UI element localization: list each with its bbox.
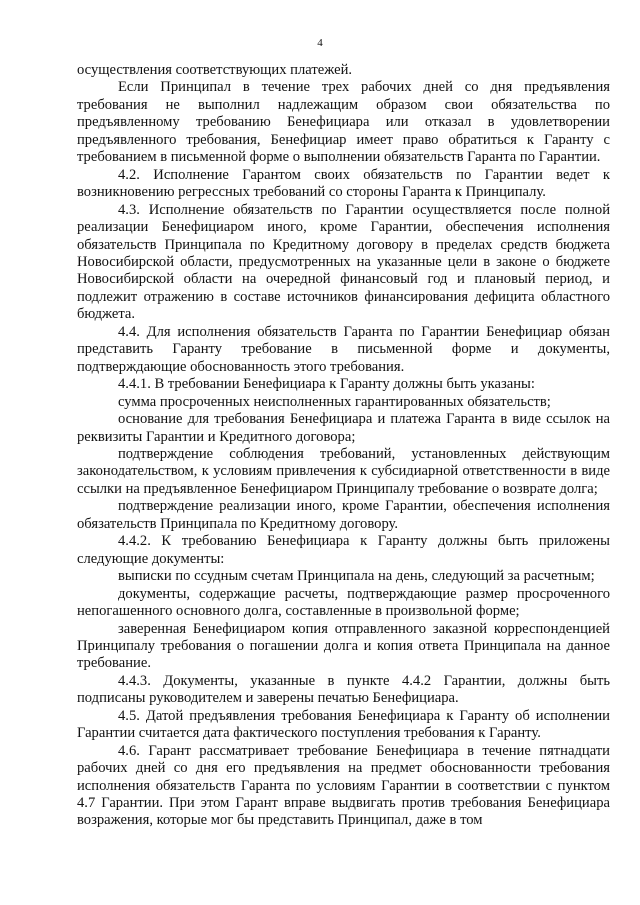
list-item-calculations: документы, содержащие расчеты, подтверждающие размер просроченного непогашенного основного долга, составленные в произвольной форме; — [77, 585, 610, 620]
paragraph-4-4-1: 4.4.1. В требовании Бенефициара к Гаранту должны быть указаны: — [118, 376, 535, 393]
paragraph-4-3: 4.3. Исполнение обязательств по Гарантии осуществляется после полной реализации Бенефициаром иного, кроме Гарантии, обеспечения исполнения обязательств Принципала по Кредитному договору в пределах средств бюджета Новосибирской области, предусмотренных на указанные цели в законе о бюджете Новосибирской области на очередной финансовый год и плановый период, и подлежит отражению в составе источников финансирования дефицита областного бюджета. — [77, 201, 610, 323]
list-item-overdue-amount: сумма просроченных неисполненных гарантированных обязательств; — [118, 393, 551, 410]
list-item-compliance: подтверждение соблюдения требований, установленных действующим законодательством, к условиям привлечения к субсидиарной ответственности в виде ссылки на предъявленное Бенефициаром Принципалу требование о возврате долга; — [77, 445, 610, 497]
list-item-basis: основание для требования Бенефициара и платежа Гаранта в виде ссылок на реквизиты Гарантии и Кредитного договора; — [77, 411, 610, 445]
paragraph-continuation: осуществления соответствующих платежей. — [77, 62, 353, 78]
list-item-certified-copy: заверенная Бенефициаром копия отправленного заказной корреспонденцией Принципалу требования о погашении долга и копия ответа Принципала на данное требование. — [77, 620, 610, 672]
list-item-other-security: подтверждение реализации иного, кроме Гарантии, обеспечения исполнения обязательств Принципала по Кредитному договору. — [77, 498, 610, 532]
paragraph-4-6: 4.6. Гарант рассматривает требование Бенефициара в течение пятнадцати рабочих дней со дня его предъявления на предмет обоснованности требования исполнения обязательств Гаранта по условиям Гарантии в соответствии с пунктом 4.7 Гарантии. При этом Гарант вправе выдвигать против требования Бенефициара возражения, которые мог бы представить Принципал, даже в том — [77, 742, 610, 829]
list-item-account-statements: выписки по ссудным счетам Принципала на день, следующий за расчетным; — [118, 568, 595, 585]
page-number: 4 — [317, 37, 323, 49]
paragraph-4-4: 4.4. Для исполнения обязательств Гаранта по Гарантии Бенефициар обязан представить Гаранту требование в письменной форме и документы, подтверждающие обоснованность этого требования. — [77, 323, 610, 375]
paragraph-principal-refusal: Если Принципал в течение трех рабочих дней со дня предъявления требования не выполнил надлежащим образом свои обязательства по предъявленному требованию Бенефициара или отказал в удовлетворении предъявленного требования, Бенефициар имеет право обратиться к Гаранту с требованием в письменной форме о выполнении обязательств Гаранта по Гарантии. — [77, 79, 610, 166]
document-body — [77, 62, 610, 830]
paragraph-4-2: 4.2. Исполнение Гарантом своих обязательств по Гарантии ведет к возникновению регрессных требований со стороны Гаранта к Принципалу. — [77, 166, 610, 201]
paragraph-4-5: 4.5. Датой предъявления требования Бенефициара к Гаранту об исполнении Гарантии считается дата фактического поступления требования к Гаранту. — [77, 707, 610, 742]
paragraph-4-4-3: 4.4.3. Документы, указанные в пункте 4.4.2 Гарантии, должны быть подписаны руководителем и заверены печатью Бенефициара. — [77, 672, 610, 707]
paragraph-4-4-2: 4.4.2. К требованию Бенефициара к Гаранту должны быть приложены следующие документы: — [77, 533, 610, 567]
